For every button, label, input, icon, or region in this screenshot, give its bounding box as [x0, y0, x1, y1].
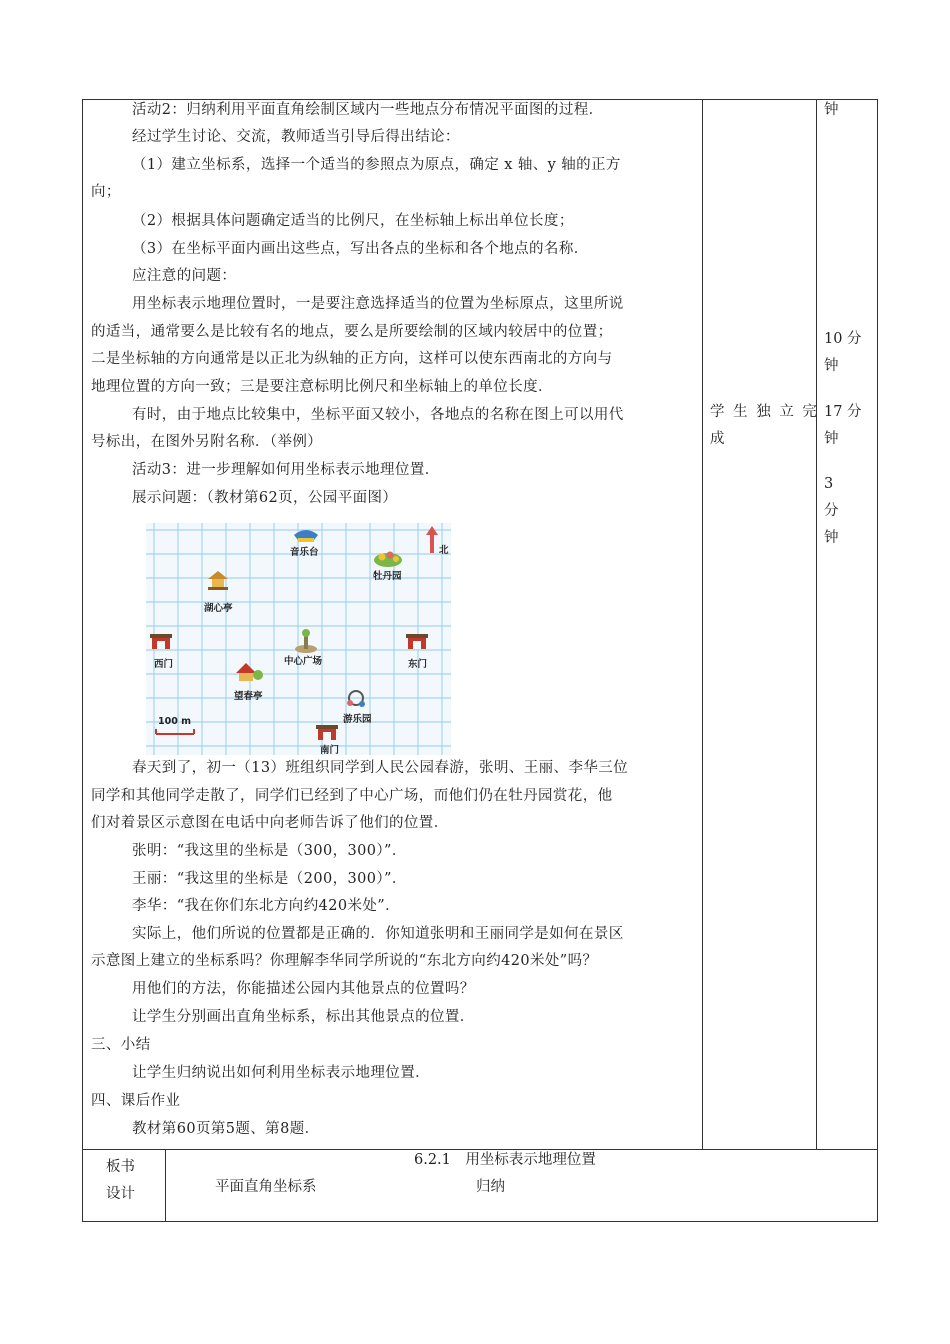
column-divider-time [816, 99, 817, 1149]
content-line: 让学生归纳说出如何利用坐标表示地理位置． [132, 1065, 430, 1081]
content-line: （2）根据具体问题确定适当的比例尺，在坐标轴上标出单位长度； [132, 213, 574, 229]
content-line: 向； [91, 184, 121, 200]
content-line: 春天到了，初一（13）班组织同学到人民公园春游，张明、王丽、李华三位 [132, 760, 629, 776]
time-label: 钟 [824, 358, 839, 374]
map-label-center: 中心广场 [284, 656, 323, 667]
map-label-peony: 牡丹园 [373, 571, 402, 582]
student-activity-text-2: 成 [710, 431, 725, 447]
time-label: 分 [824, 503, 839, 519]
content-line: 二是坐标轴的方向通常是以正北为纵轴的正方向，这样可以使东西南北的方向与 [91, 351, 613, 367]
map-label-north: 北 [439, 545, 449, 556]
content-line: 同学和其他同学走散了，同学们已经到了中心广场，而他们仍在牡丹园赏花，他 [91, 788, 613, 804]
time-label: 钟 [824, 102, 839, 118]
content-line: 用他们的方法，你能描述公园内其他景点的位置吗？ [132, 981, 475, 997]
content-line: 展示问题：（教材第62页，公园平面图） [132, 490, 398, 506]
content-line: 让学生分别画出直角坐标系，标出其他景点的位置． [132, 1009, 475, 1025]
map-label-amusement: 游乐园 [343, 714, 372, 725]
content-line: 王丽：“我这里的坐标是（200，300）”． [132, 871, 407, 887]
column-divider-activity [702, 99, 703, 1149]
content-line: 实际上，他们所说的位置都是正确的．你知道张明和王丽同学是如何在景区 [132, 926, 624, 942]
board-title: 6.2.1 用坐标表示地理位置 [414, 1152, 596, 1168]
board-label: 板书 [106, 1159, 135, 1175]
content-line: 活动2：归纳利用平面直角绘制区域内一些地点分布情况平面图的过程． [132, 102, 604, 118]
time-label: 10 分 [824, 331, 862, 347]
content-line: 活动3：进一步理解如何用坐标表示地理位置． [132, 462, 440, 478]
column-divider-board [165, 1149, 166, 1222]
content-line: 应注意的问题： [132, 268, 237, 284]
content-line: （1）建立坐标系，选择一个适当的参照点为原点，确定 x 轴、y 轴的正方 [132, 157, 621, 173]
time-label: 钟 [824, 530, 839, 546]
time-label: 钟 [824, 431, 839, 447]
content-line: 有时，由于地点比较集中，坐标平面又较小，各地点的名称在图上可以用代 [132, 407, 624, 423]
content-line: 的适当，通常要么是比较有名的地点，要么是所要绘制的区域内较居中的位置； [91, 324, 613, 340]
board-right-item: 归纳 [476, 1179, 505, 1195]
content-line: 教材第60页第5题、第8题． [132, 1121, 320, 1137]
table-left-border [82, 99, 83, 1222]
board-label: 设计 [106, 1186, 135, 1202]
content-line: 李华：“我在你们东北方向约420米处”． [132, 898, 401, 914]
section-heading: 三、小结 [91, 1037, 151, 1053]
content-line: 地理位置的方向一致；三是要注意标明比例尺和坐标轴上的单位长度． [91, 379, 553, 395]
east-gate-icon [406, 634, 428, 649]
map-label-east: 东门 [408, 659, 428, 670]
park-map [146, 523, 451, 755]
map-label-lake: 湖心亭 [204, 603, 233, 614]
board-left-item: 平面直角坐标系 [215, 1179, 317, 1195]
west-gate-icon [150, 634, 172, 649]
map-label-south: 南门 [320, 745, 340, 755]
south-gate-icon [316, 725, 338, 740]
table-bottom-border [82, 1221, 878, 1222]
section-heading: 四、课后作业 [91, 1093, 181, 1109]
time-label: 17 分 [824, 404, 862, 420]
map-label-music: 音乐台 [290, 547, 319, 558]
map-label-wangchun: 望春亭 [234, 691, 263, 702]
content-line: 张明：“我这里的坐标是（300，300）”． [132, 843, 407, 859]
map-scale-label: 100 m [158, 716, 192, 727]
content-line: 号标出，在图外另附名称．（举例） [91, 434, 323, 450]
time-label: 3 [824, 476, 834, 492]
content-line: 用坐标表示地理位置时，一是要注意选择适当的位置为坐标原点，这里所说 [132, 296, 624, 312]
content-line: 示意图上建立的坐标系吗？你理解李华同学所说的“东北方向约420米处”吗？ [91, 953, 598, 969]
map-label-west: 西门 [154, 659, 174, 670]
table-right-border [877, 99, 878, 1222]
content-line: 经过学生讨论、交流，教师适当引导后得出结论： [132, 129, 460, 145]
content-line: 们对着景区示意图在电话中向老师告诉了他们的位置． [91, 815, 449, 831]
content-line: （3）在坐标平面内画出这些点，写出各点的坐标和各个地点的名称． [132, 241, 589, 257]
student-activity-text: 学 生 独 立 完 [710, 404, 819, 420]
